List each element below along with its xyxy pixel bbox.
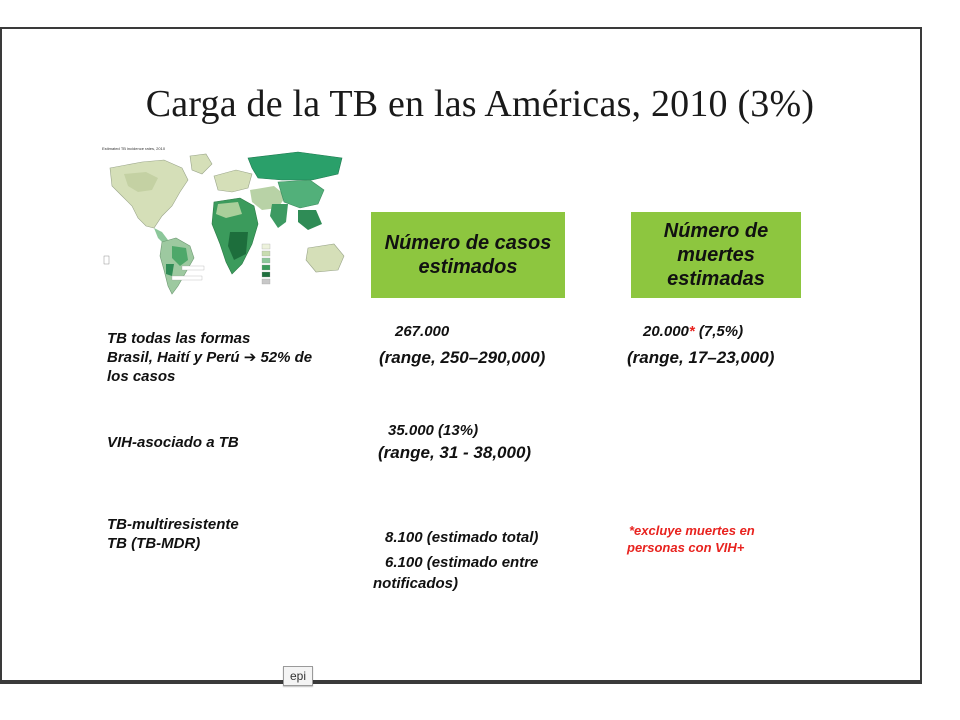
row1-deaths-pct: (7,5%) [694, 323, 744, 340]
header-deaths-box [631, 212, 801, 298]
header-cases-box [371, 212, 565, 298]
epi-label-button[interactable]: epi [283, 666, 313, 686]
row1-label-line2: Brasil, Haití y Perú ➔ 52% de [107, 349, 313, 366]
row1-cases-value: 267.000 [395, 323, 450, 340]
world-tb-incidence-map [102, 146, 350, 298]
row3-label-line1: TB-multiresistente [107, 516, 239, 533]
world-map-image [102, 146, 350, 298]
row1-cases-range: (range, 250–290,000) [379, 348, 546, 367]
row1-label-line1: TB todas las formas [107, 330, 251, 347]
slide-title: Carga de la TB en las Américas, 2010 (3%) [145, 83, 815, 125]
header-deaths-label: Número de muertes estimadas [663, 220, 769, 290]
frame-bottom [0, 680, 922, 684]
footnote-line1: *excluye muertes en [629, 523, 755, 538]
map-title: Estimated TB incidence rates, 2010 [102, 146, 166, 151]
row1-deaths-asterisk: * [688, 323, 695, 340]
row1-deaths-range: (range, 17–23,000) [627, 348, 775, 367]
row1-deaths-number: 20.000 [643, 323, 689, 340]
row3-cases-line1: 8.100 (estimado total) [385, 529, 539, 546]
frame-top [0, 27, 922, 29]
row1-label-line3: los casos [107, 368, 176, 385]
row2-cases-value: 35.000 (13%) [388, 422, 479, 439]
row2-label: VIH-asociado a TB [107, 434, 239, 451]
row3-cases-line2: 6.100 (estimado entre [385, 554, 539, 571]
row3-label-line2: TB (TB-MDR) [107, 535, 201, 552]
footnote-line2: personas con VIH+ [627, 540, 745, 555]
row2-cases-range: (range, 31 - 38,000) [378, 443, 532, 462]
header-cases-label: Número de casos estimados [384, 232, 552, 278]
row1-deaths-value [643, 322, 743, 341]
row3-cases-line3: notificados) [373, 575, 458, 592]
